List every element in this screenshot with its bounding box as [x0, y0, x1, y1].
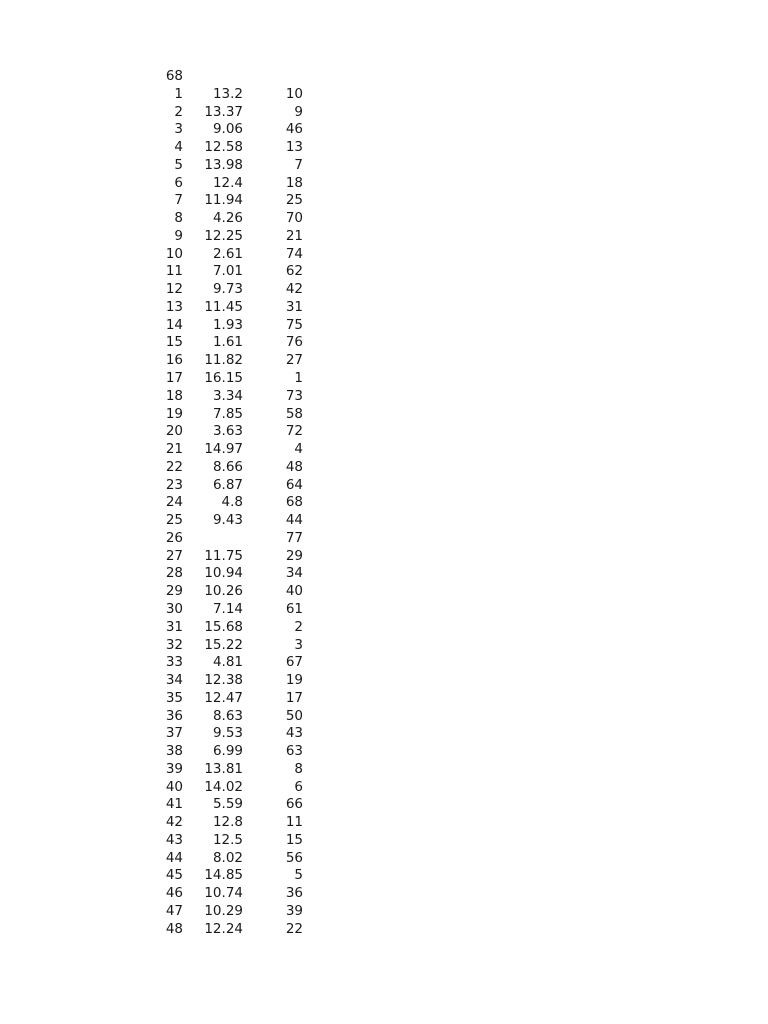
row-rank: 3	[294, 636, 303, 653]
row-value: 7.85	[212, 405, 243, 422]
table-row	[0, 281, 768, 299]
row-index: 3	[174, 121, 183, 138]
row-index: 47	[165, 902, 183, 919]
row-index: 17	[165, 370, 183, 387]
table-row	[0, 263, 768, 281]
row-rank: 1	[294, 370, 303, 387]
row-index: 2	[174, 103, 183, 120]
row-rank: 27	[285, 352, 303, 369]
row-value: 9.43	[212, 512, 243, 529]
row-index: 21	[165, 441, 183, 458]
row-index: 30	[165, 600, 183, 617]
table-row	[0, 725, 768, 743]
row-value: 13.98	[204, 156, 243, 173]
row-value: 13.37	[204, 103, 243, 120]
table-row	[0, 175, 768, 193]
row-rank: 50	[285, 707, 303, 724]
row-index: 8	[174, 210, 183, 227]
row-index: 23	[165, 476, 183, 493]
row-value: 3.63	[212, 423, 243, 440]
row-value: 8.63	[212, 707, 243, 724]
row-index: 7	[174, 192, 183, 209]
row-rank: 66	[285, 796, 303, 813]
table-row	[0, 459, 768, 477]
row-value: 14.97	[204, 441, 243, 458]
row-rank: 44	[285, 512, 303, 529]
row-value: 12.58	[204, 139, 243, 156]
row-rank: 31	[285, 298, 303, 315]
row-rank: 7	[294, 156, 303, 173]
table-row	[0, 388, 768, 406]
row-rank: 63	[285, 743, 303, 760]
table-row	[0, 477, 768, 495]
row-index: 18	[165, 387, 183, 404]
table-row	[0, 192, 768, 210]
row-rank: 61	[285, 600, 303, 617]
row-value: 2.61	[212, 245, 243, 262]
row-index: 16	[165, 352, 183, 369]
table-row	[0, 494, 768, 512]
table-row	[0, 903, 768, 921]
row-rank: 75	[285, 316, 303, 333]
row-value: 9.73	[212, 281, 243, 298]
data-sheet	[0, 68, 768, 939]
row-value: 6.87	[212, 476, 243, 493]
row-index: 13	[165, 298, 183, 315]
row-index: 43	[165, 831, 183, 848]
row-index: 31	[165, 618, 183, 635]
row-value: 10.94	[204, 565, 243, 582]
row-rank: 25	[285, 192, 303, 209]
row-index: 12	[165, 281, 183, 298]
row-rank: 64	[285, 476, 303, 493]
row-value: 11.82	[204, 352, 243, 369]
row-index: 11	[165, 263, 183, 280]
row-rank: 40	[285, 583, 303, 600]
table-row	[0, 779, 768, 797]
row-index: 36	[165, 707, 183, 724]
row-rank: 72	[285, 423, 303, 440]
table-row	[0, 814, 768, 832]
row-index: 10	[165, 245, 183, 262]
row-value: 10.74	[204, 885, 243, 902]
table-row	[0, 210, 768, 228]
row-value: 14.85	[204, 867, 243, 884]
row-rank: 68	[285, 494, 303, 511]
row-index: 45	[165, 867, 183, 884]
row-rank: 77	[285, 529, 303, 546]
row-rank: 73	[285, 387, 303, 404]
row-index: 40	[165, 778, 183, 795]
row-rank: 22	[285, 920, 303, 937]
row-rank: 46	[285, 121, 303, 138]
table-row	[0, 921, 768, 939]
table-row	[0, 370, 768, 388]
table-row	[0, 317, 768, 335]
row-value: 4.26	[212, 210, 243, 227]
row-rank: 6	[294, 778, 303, 795]
table-row	[0, 743, 768, 761]
row-rank: 43	[285, 725, 303, 742]
row-value: 12.8	[212, 814, 243, 831]
row-rank: 67	[285, 654, 303, 671]
row-value: 11.75	[204, 547, 243, 564]
row-value: 15.22	[204, 636, 243, 653]
table-row	[0, 583, 768, 601]
row-index: 48	[165, 920, 183, 937]
row-index: 15	[165, 334, 183, 351]
table-row	[0, 601, 768, 619]
row-index: 39	[165, 760, 183, 777]
table-row	[0, 441, 768, 459]
row-rank: 70	[285, 210, 303, 227]
table-row	[0, 246, 768, 264]
row-rank: 58	[285, 405, 303, 422]
row-value: 1.61	[212, 334, 243, 351]
row-index: 1	[174, 85, 183, 102]
row-rank: 4	[294, 441, 303, 458]
row-index: 5	[174, 156, 183, 173]
table-row	[0, 228, 768, 246]
row-value: 6.99	[212, 743, 243, 760]
row-value: 15.68	[204, 618, 243, 635]
row-index: 24	[165, 494, 183, 511]
row-index: 25	[165, 512, 183, 529]
row-rank: 29	[285, 547, 303, 564]
table-row	[0, 565, 768, 583]
row-index: 14	[165, 316, 183, 333]
row-rank: 34	[285, 565, 303, 582]
row-index: 34	[165, 672, 183, 689]
row-index: 29	[165, 583, 183, 600]
row-rank: 13	[285, 139, 303, 156]
row-value: 14.02	[204, 778, 243, 795]
table-row	[0, 512, 768, 530]
row-index: 19	[165, 405, 183, 422]
table-row	[0, 352, 768, 370]
row-rank: 42	[285, 281, 303, 298]
table-row	[0, 548, 768, 566]
row-rank: 9	[294, 103, 303, 120]
row-value: 4.81	[212, 654, 243, 671]
row-value: 1.93	[212, 316, 243, 333]
row-index: 35	[165, 689, 183, 706]
row-value: 7.01	[212, 263, 243, 280]
table-row	[0, 104, 768, 122]
table-row	[0, 530, 768, 548]
row-index: 28	[165, 565, 183, 582]
row-index: 42	[165, 814, 183, 831]
table-row	[0, 121, 768, 139]
row-index: 20	[165, 423, 183, 440]
table-row	[0, 334, 768, 352]
table-row	[0, 850, 768, 868]
row-value: 12.47	[204, 689, 243, 706]
table-row	[0, 796, 768, 814]
table-row	[0, 139, 768, 157]
row-index: 26	[165, 529, 183, 546]
row-rank: 10	[285, 85, 303, 102]
table-row	[0, 406, 768, 424]
table-row	[0, 299, 768, 317]
row-index: 6	[174, 174, 183, 191]
row-rank: 62	[285, 263, 303, 280]
data-rows	[0, 86, 768, 939]
row-index: 32	[165, 636, 183, 653]
table-row	[0, 619, 768, 637]
row-rank: 39	[285, 902, 303, 919]
table-row	[0, 761, 768, 779]
row-value: 10.26	[204, 583, 243, 600]
row-rank: 15	[285, 831, 303, 848]
row-rank: 36	[285, 885, 303, 902]
table-row	[0, 832, 768, 850]
row-value: 12.4	[212, 174, 243, 191]
row-rank: 76	[285, 334, 303, 351]
table-row	[0, 86, 768, 104]
row-rank: 21	[285, 227, 303, 244]
row-index: 4	[174, 139, 183, 156]
row-value: 10.29	[204, 902, 243, 919]
table-row	[0, 708, 768, 726]
row-index: 22	[165, 458, 183, 475]
table-row	[0, 885, 768, 903]
row-value: 8.02	[212, 849, 243, 866]
row-index: 38	[165, 743, 183, 760]
row-value: 16.15	[204, 370, 243, 387]
table-row	[0, 672, 768, 690]
row-rank: 8	[294, 760, 303, 777]
row-value: 12.5	[212, 831, 243, 848]
header-row	[0, 68, 768, 86]
row-index: 37	[165, 725, 183, 742]
row-index: 41	[165, 796, 183, 813]
row-index: 46	[165, 885, 183, 902]
table-row	[0, 867, 768, 885]
row-index: 27	[165, 547, 183, 564]
table-row	[0, 690, 768, 708]
row-rank: 56	[285, 849, 303, 866]
row-value: 8.66	[212, 458, 243, 475]
row-value: 12.25	[204, 227, 243, 244]
row-rank: 11	[285, 814, 303, 831]
row-value: 3.34	[212, 387, 243, 404]
table-row	[0, 637, 768, 655]
row-index: 44	[165, 849, 183, 866]
row-value: 7.14	[212, 600, 243, 617]
row-index: 9	[174, 227, 183, 244]
table-row	[0, 423, 768, 441]
row-rank: 5	[294, 867, 303, 884]
row-value: 5.59	[212, 796, 243, 813]
row-value: 12.24	[204, 920, 243, 937]
row-rank: 48	[285, 458, 303, 475]
row-value: 9.53	[212, 725, 243, 742]
header-value: 68	[165, 68, 183, 84]
row-rank: 74	[285, 245, 303, 262]
row-rank: 18	[285, 174, 303, 191]
table-row	[0, 654, 768, 672]
row-value: 12.38	[204, 672, 243, 689]
row-rank: 19	[285, 672, 303, 689]
row-value: 9.06	[212, 121, 243, 138]
row-value: 4.8	[221, 494, 243, 511]
row-value: 13.2	[212, 85, 243, 102]
row-rank: 17	[285, 689, 303, 706]
row-index: 33	[165, 654, 183, 671]
row-value: 11.94	[204, 192, 243, 209]
row-value: 13.81	[204, 760, 243, 777]
row-value: 11.45	[204, 298, 243, 315]
row-rank: 2	[294, 618, 303, 635]
table-row	[0, 157, 768, 175]
